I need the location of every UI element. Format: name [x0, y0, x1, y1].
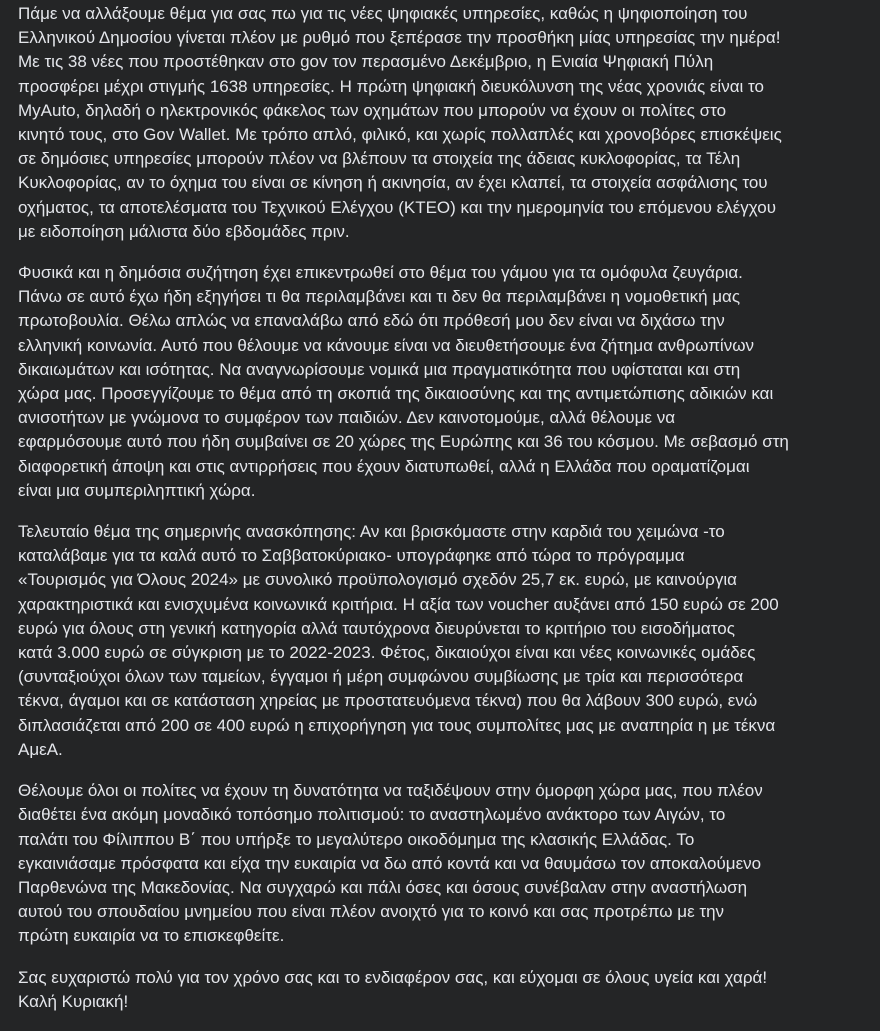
- post-text-line: Με τις 38 νέες που προστέθηκαν στο gov τον περασμένο Δεκέμβριο, η Ενιαία Ψηφιακή Πύλη: [18, 52, 714, 72]
- post-text-line: κατά 3.000 ευρώ σε σύγκριση με το 2022-2023. Φέτος, δικαιούχοι είναι και νέες κοινωνικές ομάδες: [18, 643, 756, 663]
- post-text-line: διαθέτει ένα ακόμη μοναδικό τοπόσημο πολιτισμού: το αναστηλωμένο ανάκτορο των Αιγών, το: [18, 805, 726, 825]
- post-text-line: ευρώ για όλους στη γενική κατηγορία αλλά ταυτόχρονα διευρύνεται το κριτήριο του εισοδήματος: [18, 618, 735, 638]
- post-text-line: τέκνα, άγαμοι και σε κατάσταση χηρείας με προστατευόμενα τέκνα) που θα λάβουν 300 ευρώ, ενώ: [18, 691, 758, 711]
- post-text-line: δικαιωμάτων και ισότητας. Να αναγνωρίσουμε νομικά μια πραγματικότητα που υφίσταται και στη: [18, 359, 741, 379]
- post-text-line: ελληνική κοινωνία. Αυτό που θέλουμε να κάνουμε είναι να διευθετήσουμε ένα ζήτημα ανθρωπίνων: [18, 335, 754, 355]
- post-text-line: χώρα μας. Προσεγγίζουμε το θέμα από τη σκοπιά της δικαιοσύνης και της αντιμετώπισης αδικιών και: [18, 384, 774, 404]
- post-text-line: Τελευταίο θέμα της σημερινής ανασκόπησης: Αν και βρισκόμαστε στην καρδιά του χειμώνα -το: [18, 522, 725, 542]
- post-text-line: είναι μια συμπεριληπτική χώρα.: [18, 480, 256, 500]
- post-text-line: MyAuto, δηλαδή ο ηλεκτρονικός φάκελος των οχημάτων που μπορούν να έχουν οι πολίτες στο: [18, 100, 727, 120]
- post-text-line: κινητό τους, στο Gov Wallet. Με τρόπο απλό, φιλικό, και χωρίς πολλαπλές και χρονοβόρες επισκέψεις: [18, 125, 782, 145]
- post-text-line: Θέλουμε όλοι οι πολίτες να έχουν τη δυνατότητα να ταξιδέψουν στην όμορφη χώρα μας, που πλέον: [18, 781, 763, 801]
- post-text-line: ΑμεΑ.: [18, 739, 63, 759]
- post-text-line: καταλάβαμε για τα καλά αυτό το Σαββατοκύριακο- υπογράφηκε από τώρα το πρόγραμμα: [18, 546, 685, 566]
- post-text-line: Πάμε να αλλάξουμε θέμα για σας πω για τις νέες ψηφιακές υπηρεσίες, καθώς η ψηφιοποίηση του: [18, 4, 748, 23]
- post-paragraph: [18, 779, 868, 948]
- post-text-line: Παρθενώνα της Μακεδονίας. Να συγχαρώ και πάλι όσες και όσους συνέβαλαν στην αναστήλωση: [18, 877, 748, 897]
- post-text-line: διαφορετική άποψη και στις αντιρρήσεις που έχουν διατυπωθεί, αλλά η Ελλάδα που οραματίζομαι: [18, 456, 750, 476]
- post-text-line: παλάτι του Φίλιππου Β΄ που υπήρξε το μεγαλύτερο οικοδόμημα της κλασικής Ελλάδας. Το: [18, 829, 695, 849]
- post-text-line: σε δημόσιες υπηρεσίες μπορούν πλέον να βλέπουν τα στοιχεία της άδειας κυκλοφορίας, τα Τέλη: [18, 149, 741, 169]
- post-text-line: εγκαινιάσαμε πρόσφατα και είχα την ευκαιρία να δω από κοντά και να θαυμάσω τον αποκαλούμενο: [18, 853, 762, 873]
- post-text-line: Σας ευχαριστώ πολύ για τον χρόνο σας και το ενδιαφέρον σας, και εύχομαι σε όλους υγεία και χαρά!: [18, 967, 768, 987]
- post-paragraph: [18, 261, 868, 503]
- post-text-line: Ελληνικού Δημοσίου γίνεται πλέον με ρυθμό που ξεπέρασε την προσθήκη μίας υπηρεσίας την ημέρα!: [18, 28, 781, 48]
- post-text-line: προσφέρει μέχρι στιγμής 1638 υπηρεσίες. Η πρώτη ψηφιακή διευκόλυνση της νέας χρονιάς είναι το: [18, 76, 764, 96]
- post-paragraph: [18, 520, 868, 762]
- post-text-line: με ειδοποίηση μάλιστα δύο εβδομάδες πριν.: [18, 221, 350, 241]
- post-text-line: Πάνω σε αυτό έχω ήδη εξηγήσει τι θα περιλαμβάνει και τι δεν θα περιλαμβάνει η νομοθετική μας: [18, 287, 741, 307]
- post-body: [18, 2, 868, 1031]
- post-text-line: διπλασιάζεται από 200 σε 400 ευρώ η επιχορήγηση για τους συμπολίτες μας με αναπηρία η με τέκνα: [18, 715, 776, 735]
- post-text-line: πρώτη ευκαιρία να το επισκεφθείτε.: [18, 926, 285, 946]
- post-text-line: (συνταξιούχοι όλων των ταμείων, έγγαμοι ή μέρη συμφώνου συμβίωσης με τρία και περισσότερα: [18, 667, 744, 687]
- post-paragraph: [18, 966, 868, 1014]
- post-text-line: εφαρμόσουμε αυτό που ήδη συμβαίνει σε 20 χώρες της Ευρώπης και 36 του κόσμου. Με σεβασμό στη: [18, 432, 789, 452]
- post-text-line: «Τουρισμός για Όλους 2024» με συνολικό προϋπολογισμό σχεδόν 25,7 εκ. ευρώ, με καινούργια: [18, 570, 737, 590]
- post-text-line: αυτού του σπουδαίου μνημείου που είναι πλέον ανοιχτό για το κοινό και σας προτρέπω με την: [18, 902, 725, 922]
- post-text-line: πρωτοβουλία. Θέλω απλώς να επαναλάβω από εδώ ότι πρόθεσή μου δεν είναι να διχάσω την: [18, 311, 725, 331]
- post-text-line: Φυσικά και η δημόσια συζήτηση έχει επικεντρωθεί στο θέμα του γάμου για τα ομόφυλα ζευγάρια.: [18, 263, 743, 283]
- post-text-line: οχήματος, τα αποτελέσματα του Τεχνικού Ελέγχου (ΚΤΕΟ) και την ημερομηνία του επόμενου ελέγχου: [18, 197, 777, 217]
- post-text-line: χαρακτηριστικά και ενισχυμένα κοινωνικά κριτήρια. Η αξία των voucher αυξάνει από 150 ευρώ σε 200: [18, 594, 779, 614]
- post-text-line: Καλή Κυριακή!: [18, 991, 129, 1011]
- post-text-line: ανισοτήτων με γνώμονα το συμφέρον των παιδιών. Δεν καινοτομούμε, αλλά θέλουμε να: [18, 408, 676, 428]
- post-paragraph: [18, 2, 868, 244]
- post-text-line: Κυκλοφορίας, αν το όχημα του είναι σε κίνηση ή ακινησία, αν έχει κλαπεί, τα στοιχεία ασφάλισης του: [18, 173, 768, 193]
